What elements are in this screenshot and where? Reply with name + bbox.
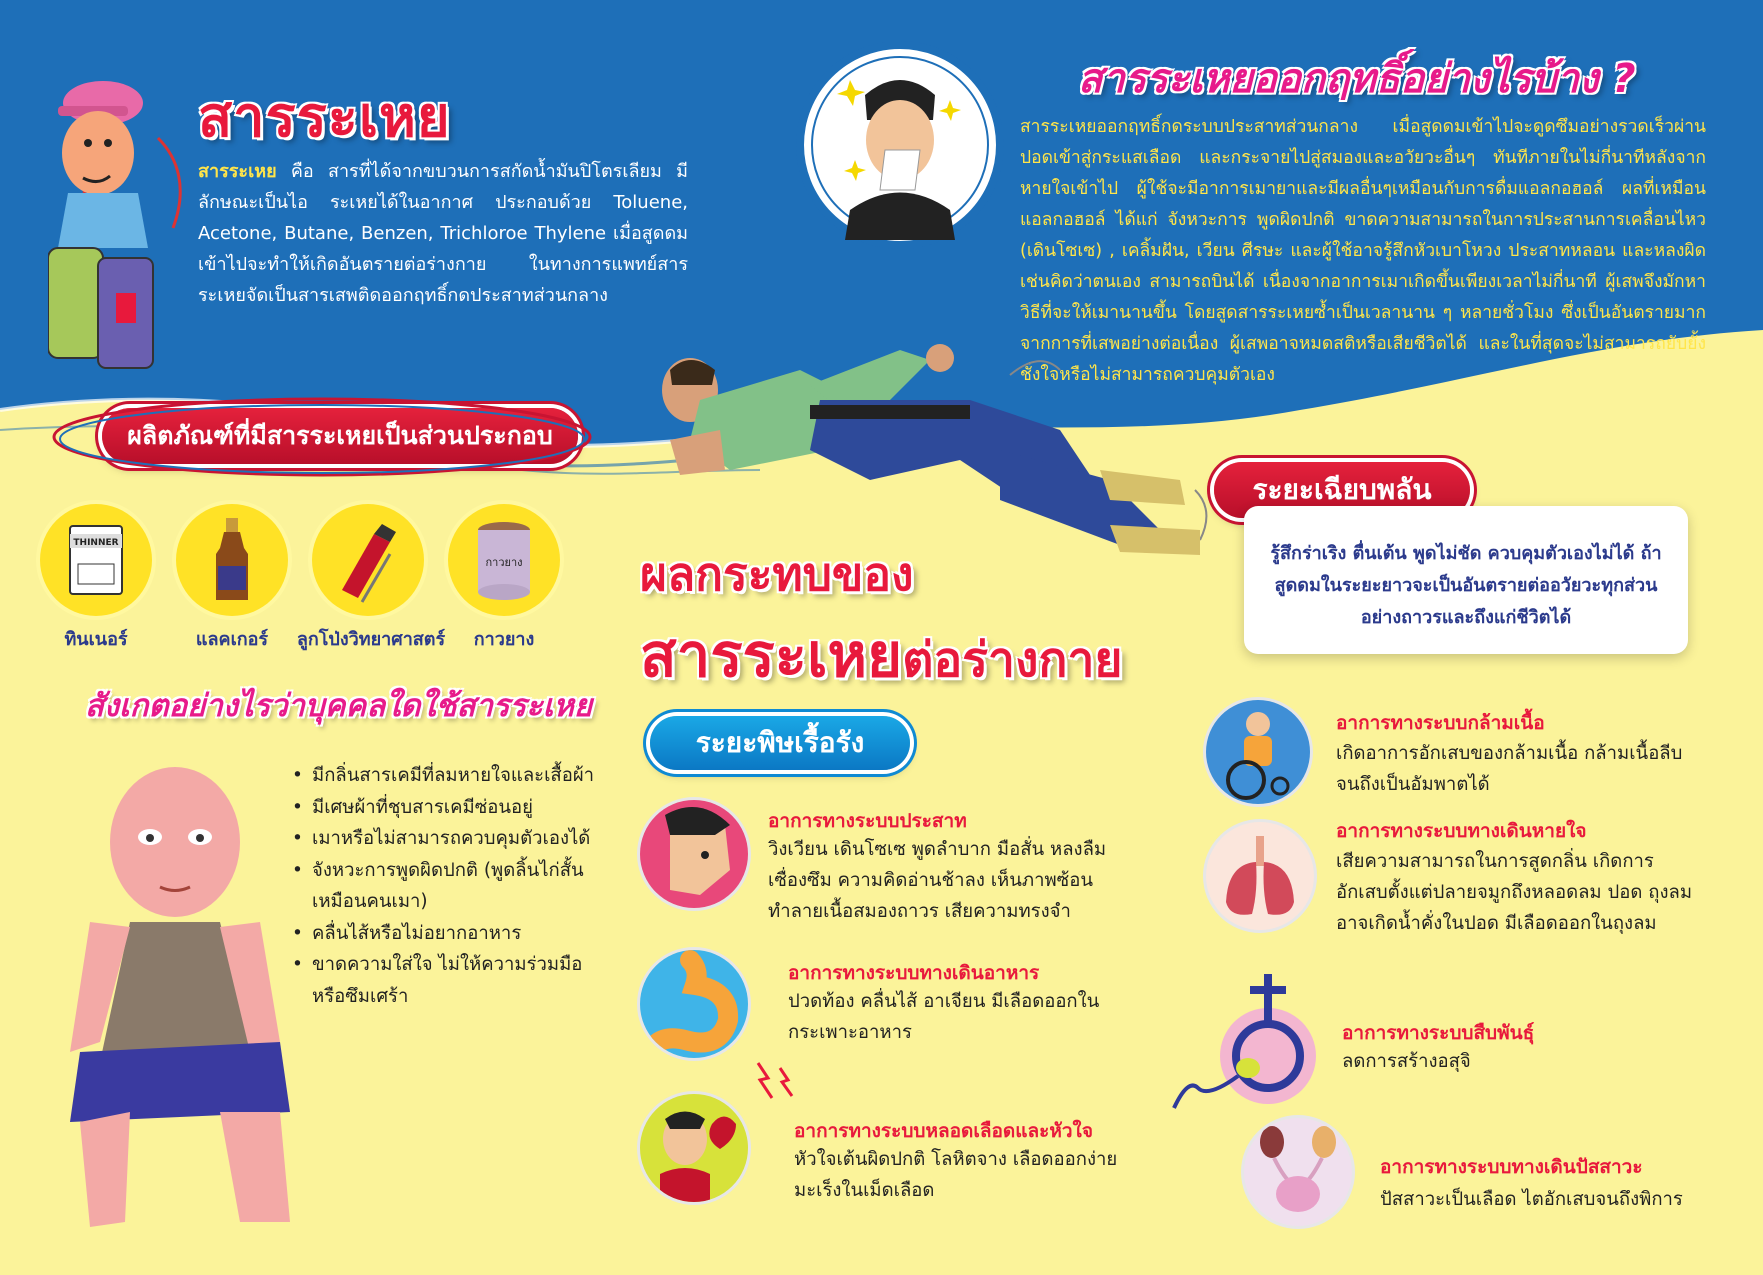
addict-illustration <box>40 752 310 1242</box>
effects-title: สารระเหยออกฤทธิ์อย่างไรบ้าง ? <box>1078 56 1636 102</box>
thinner-can-icon <box>40 504 152 616</box>
lacquer-bottle-icon <box>176 504 288 616</box>
intro-paragraph <box>198 156 688 311</box>
intro-title: สารระเหย <box>198 85 451 150</box>
products-banner-swirl <box>50 395 595 480</box>
products-banner: ผลิตภัณฑ์ที่มีสารระเหยเป็นส่วนประกอบ <box>102 408 578 464</box>
effects-paragraph: สารระเหยออกฤทธิ์กดระบบประสาทส่วนกลาง เมื่อสูดดมเข้าไปจะดูดซึมอย่างรวดเร็วผ่านปอดเข้าสู่กระแสเลือด และกระจายไปสู่สมองและอวัยวะอื่นๆ ทันทีภายในไม่กี่นาทีหลังจากหายใจเข้าไป ผู้ใช้จะมีอาการเมายาและมีผลอื่นๆเหมือนกับการดื่มแอลกอฮอล์ ผลที่เหมือนแอลกอฮอล์ ได้แก่ จังหวะการ พูดผิดปกติ ขาดความสามารถในการประสานการเคลื่อนไหว (เดินโซเซ) , เคลิ้มฝัน, เวียน ศีรษะ และผู้ใช้อาจรู้สึกหัวเบาโหวง ประสาทหลอน และหลงผิดเช่นคิดว่าตนเอง สามารถบินได้ เนื่องจากอาการเมาเกิดขึ้นเพียงเวลาไม่กี่นาที ผู้เสพจึงมักหาวิธีที่จะให้เมานานขึ้น โดยสูดสารระเหยซ้ำเป็นเวลานาน ๆ หลายชั่วโมง ซึ่งเป็นอันตรายมาก จากการที่เสพอย่างต่อเนื่อง ผู้เสพอาจหมดสติหรือเสียชีวิตได้ และในที่สุดจะไม่สามารถยับยั้ง ชั่งใจหรือไม่สามารถควบคุมตัวเอง <box>1020 117 1706 385</box>
product-label-thinner: ทินเนอร์ <box>64 629 128 650</box>
observe-item: • คลื่นไส้หรือไม่อยากอาหาร <box>290 918 610 950</box>
chronic-digestive-title: อาการทางระบบทางเดินอาหาร <box>788 962 1040 984</box>
sniffing-bag-illustration <box>795 40 1005 250</box>
reproductive-system-icon <box>1168 968 1328 1140</box>
chronic-cardio-title: อาการทางระบบหลอดเลือดและหัวใจ <box>794 1120 1093 1142</box>
observe-list <box>290 760 610 1012</box>
acute-text: รู้สึกร่าเริง ตื่นเต้น พูดไม่ชัด ควบคุมตัวเองไม่ได้ ถ้าสูดดมในระยะยาวจะเป็นอันตรายต่ออวัยวะทุกส่วนอย่างถาวรและถึงแก่ชีวิตได้ <box>1270 543 1662 628</box>
chronic-cardio-body: หัวใจเต้นผิดปกติ โลหิตจาง เลือดออกง่ายมะเร็งในเม็ดเลือด <box>794 1149 1118 1201</box>
nervous-system-icon <box>640 800 748 908</box>
muscular-system-icon <box>1206 700 1310 804</box>
respiratory-system-icon <box>1206 822 1314 930</box>
chronic-nervous-title: อาการทางระบบประสาท <box>768 810 967 832</box>
sniffing-man-illustration <box>48 78 188 378</box>
acute-box <box>1244 506 1688 654</box>
observe-item: • มีเศษผ้าที่ชุบสารเคมีซ่อนอยู่ <box>290 792 610 824</box>
rubber-glue-can-icon <box>448 504 560 616</box>
right-respiratory-body: เสียความสามารถในการสูดกลิ่น เกิดการอักเสบตั้งแต่ปลายจมูกถึงหลอดลม ปอด ถุงลม อาจเกิดน้ำคั่งในปอด มีเลือดออกในถุงลม <box>1336 851 1693 934</box>
product-label-lacquer: แลคเกอร์ <box>195 629 269 650</box>
chronic-banner: ระยะพิษเรื้อรัง <box>650 716 910 770</box>
observe-item: • เมาหรือไม่สามารถควบคุมตัวเองได้ <box>290 823 610 855</box>
product-label-balloon: ลูกโป่งวิทยาศาสตร์ <box>296 629 446 650</box>
intro-definition: คือ สารที่ได้จากขบวนการสกัดน้ำมันปิโตรเลียม มีลักษณะเป็นไอ ระเหยได้ในอากาศ ประกอบด้วย Toluene, Acetone, Butane, Benzen, Trichloroe Thylene เมื่อสูดดมเข้าไปจะทำให้เกิดอันตรายต่อร่างกาย ในทางการแพทย์สารระเหยจัดเป็นสารเสพติดออกฤทธิ์กดประสาทส่วนกลาง <box>198 161 688 306</box>
right-respiratory-title: อาการทางระบบทางเดินหายใจ <box>1336 820 1587 842</box>
acute-banner: ระยะเฉียบพลัน <box>1214 462 1470 518</box>
impact-title-line1: ผลกระทบของ <box>640 547 914 601</box>
right-urinary-body: ปัสสาวะเป็นเลือด ไตอักเสบจนถึงพิการ <box>1380 1189 1683 1210</box>
right-urinary-title: อาการทางระบบทางเดินปัสสาวะ <box>1380 1156 1643 1178</box>
intro-term: สารระเหย <box>198 161 277 182</box>
urinary-system-icon <box>1244 1118 1352 1226</box>
right-reproductive-title: อาการทางระบบสืบพันธุ์ <box>1342 1022 1535 1044</box>
impact-title-line2 <box>640 608 1123 703</box>
glue-can-label: กาวยาง <box>485 556 523 569</box>
product-glue-circle <box>448 504 560 616</box>
impact-title-substance: สารระเหย <box>640 621 903 691</box>
science-balloon-tube-icon <box>312 504 424 616</box>
right-muscle-body: เกิดอาการอักเสบของกล้ามเนื้อ กล้ามเนื้อลีบจนถึงเป็นอัมพาตได้ <box>1336 743 1683 795</box>
chronic-nervous-body: วิงเวียน เดินโซเซ พูดลำบาก มือสั่น หลงลืม เซื่องซึม ความคิดอ่านช้าลง เห็นภาพซ้อน ทำลายเนื้อสมองถาวร เสียความทรงจำ <box>768 839 1107 922</box>
digestive-system-icon <box>640 950 748 1058</box>
right-muscle-title: อาการทางระบบกล้ามเนื้อ <box>1336 712 1545 734</box>
observe-item: • มีกลิ่นสารเคมีที่ลมหายใจและเสื้อผ้า <box>290 760 610 792</box>
product-label-glue: กาวยาง <box>473 629 535 650</box>
observe-title: สังเกตอย่างไรว่าบุคคลใดใช้สารระเหย <box>85 688 593 724</box>
heartbeat-spark-icon <box>748 1058 798 1108</box>
right-reproductive-body: ลดการสร้างอสุจิ <box>1342 1051 1471 1072</box>
product-thinner-circle <box>40 504 152 616</box>
observe-item: • ขาดความใส่ใจ ไม่ให้ความร่วมมือหรือซึมเศร้า <box>290 949 610 1012</box>
impact-title-body: ต่อร่างกาย <box>902 632 1123 688</box>
cardiovascular-system-icon <box>640 1094 748 1202</box>
product-balloon-circle <box>312 504 424 616</box>
product-lacquer-circle <box>176 504 288 616</box>
observe-item: • จังหวะการพูดผิดปกติ (พูดลิ้นไก่สั้นเหมือนคนเมา) <box>290 855 610 918</box>
thinner-can-label: THINNER <box>73 538 119 548</box>
chronic-digestive-body: ปวดท้อง คลื่นไส้ อาเจียน มีเลือดออกในกระเพาะอาหาร <box>788 991 1100 1043</box>
